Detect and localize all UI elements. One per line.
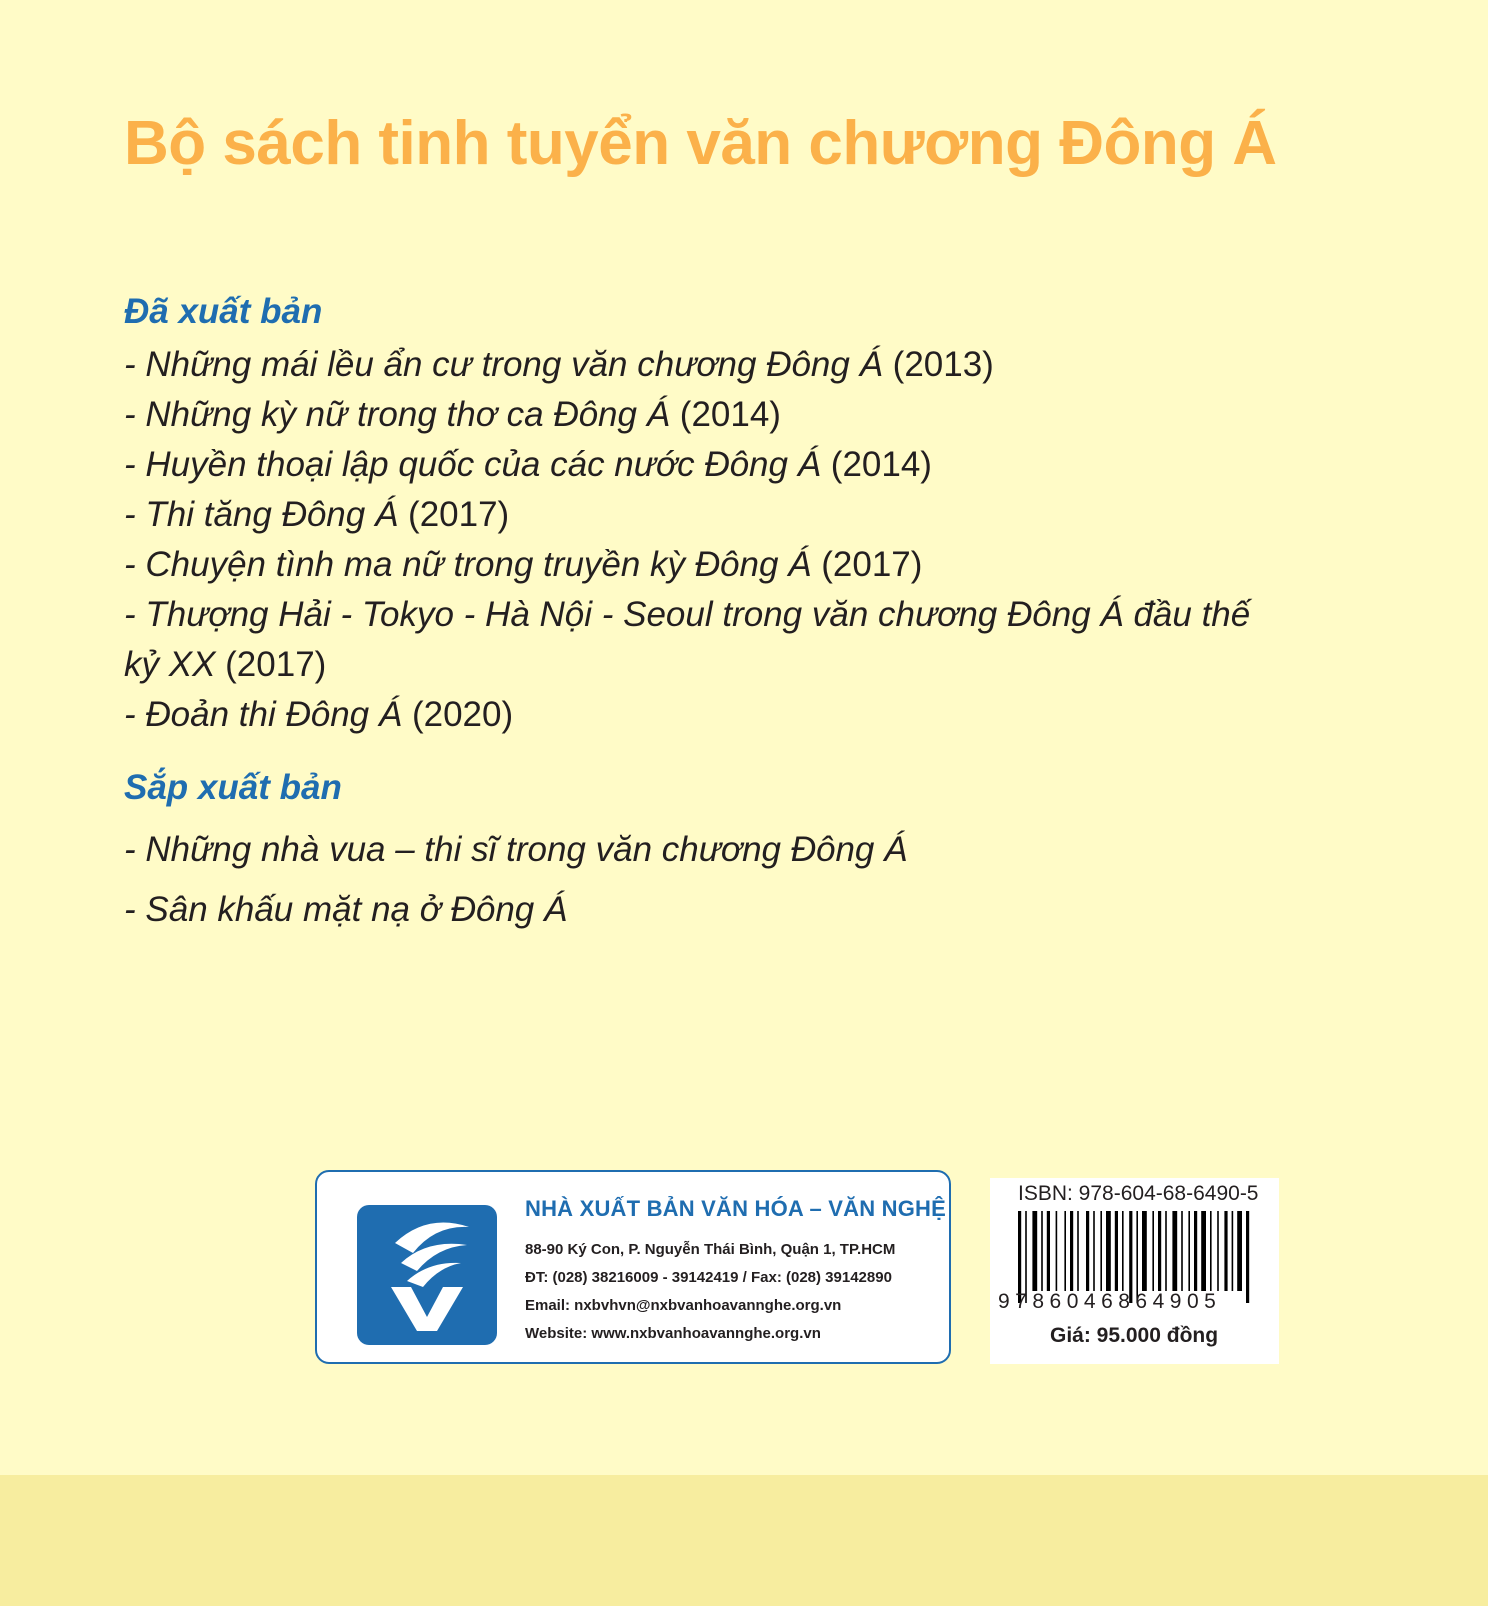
- barcode-bar: [1217, 1211, 1219, 1291]
- barcode-bar: [1172, 1211, 1177, 1291]
- publisher-box: [315, 1170, 951, 1364]
- barcode-bar: [1152, 1211, 1154, 1291]
- book-title: - Chuyện tình ma nữ trong truyền kỳ Đông Á: [124, 545, 812, 584]
- barcode-bar: [1056, 1211, 1058, 1291]
- series-title: Bộ sách tinh tuyển văn chương Đông Á: [124, 109, 1277, 178]
- book-year: (2014): [821, 445, 932, 484]
- barcode-bar: [1181, 1211, 1183, 1291]
- barcode-bar: [1194, 1211, 1197, 1291]
- book-title: - Thượng Hải - Tokyo - Hà Nội - Seoul trong văn chương Đông Á đầu thế kỷ XX: [124, 595, 1251, 684]
- book-year: (2017): [398, 495, 510, 534]
- barcode-bar: [1158, 1211, 1161, 1291]
- barcode-bar: [1201, 1211, 1206, 1291]
- barcode-bar: [1188, 1211, 1190, 1291]
- book-year: (2013): [882, 345, 994, 384]
- publisher-website: Website: www.nxbvanhoavannghe.org.vn: [525, 1325, 821, 1342]
- upcoming-heading: Sắp xuất bản: [124, 768, 342, 807]
- barcode-bar: [1142, 1211, 1147, 1291]
- barcode-bar: [1070, 1211, 1073, 1291]
- book-title: - Những mái lều ẩn cư trong văn chương Đông Á: [124, 345, 883, 384]
- upcoming-list: [124, 820, 907, 940]
- book-year: (2017): [215, 645, 327, 684]
- barcode-bar: [1086, 1211, 1089, 1291]
- barcode-bar: [1041, 1211, 1043, 1291]
- list-item: [124, 540, 1324, 590]
- list-item: [124, 440, 1324, 490]
- barcode-bar: [1246, 1211, 1249, 1303]
- barcode-bar: [1100, 1211, 1102, 1291]
- barcode-digits: 9786046864905: [998, 1290, 1222, 1313]
- published-heading: Đã xuất bản: [124, 292, 323, 331]
- barcode-bar: [1093, 1211, 1095, 1291]
- barcode-bar: [1047, 1211, 1050, 1291]
- list-item: [124, 490, 1324, 540]
- publisher-email: Email: nxbvhvn@nxbvanhoavannghe.org.vn: [525, 1297, 842, 1314]
- book-year: (2020): [402, 695, 514, 734]
- list-item: [124, 340, 1324, 390]
- book-title: - Đoản thi Đông Á: [124, 695, 403, 734]
- barcode-bar: [1224, 1211, 1227, 1291]
- list-item: [124, 590, 1294, 690]
- barcode-bar: [1077, 1211, 1079, 1291]
- barcode-bar: [1232, 1211, 1234, 1291]
- barcode-bar: [1165, 1211, 1167, 1291]
- barcode-bar: [1122, 1211, 1124, 1291]
- book-title: - Huyền thoại lập quốc của các nước Đông Á: [124, 445, 822, 484]
- publisher-info: [525, 1196, 946, 1348]
- list-item: [124, 390, 1324, 440]
- price-label: Giá: 95.000 đồng: [1050, 1324, 1219, 1347]
- book-title: - Thi tăng Đông Á: [124, 495, 399, 534]
- published-list: [124, 340, 1324, 740]
- book-year: (2017): [811, 545, 923, 584]
- barcode-bar: [1032, 1211, 1037, 1291]
- publisher-name: NHÀ XUẤT BẢN VĂN HÓA – VĂN NGHỆ: [525, 1196, 946, 1221]
- book-year: (2014): [670, 395, 781, 434]
- v-logo-icon: [357, 1205, 497, 1345]
- isbn-label: ISBN: 978-604-68-6490-5: [1018, 1182, 1259, 1205]
- list-item: - Những nhà vua – thi sĩ trong văn chương Đông Á: [124, 830, 908, 869]
- publisher-phone: ĐT: (028) 38216009 - 39142419 / Fax: (028) 39142890: [525, 1269, 892, 1286]
- barcode-bar: [1064, 1211, 1066, 1291]
- barcode-box: [990, 1178, 1279, 1364]
- book-title: - Những kỳ nữ trong thơ ca Đông Á: [124, 395, 671, 434]
- list-item: - Sân khấu mặt nạ ở Đông Á: [124, 890, 568, 929]
- barcode-bar: [1210, 1211, 1212, 1291]
- barcode-bar: [1106, 1211, 1111, 1291]
- bottom-band: [0, 1475, 1488, 1606]
- barcode-bar: [1115, 1211, 1118, 1291]
- list-item: [124, 690, 1324, 740]
- barcode-bar: [1237, 1211, 1242, 1291]
- publisher-address: 88-90 Ký Con, P. Nguyễn Thái Bình, Quận 1, TP.HCM: [525, 1241, 896, 1258]
